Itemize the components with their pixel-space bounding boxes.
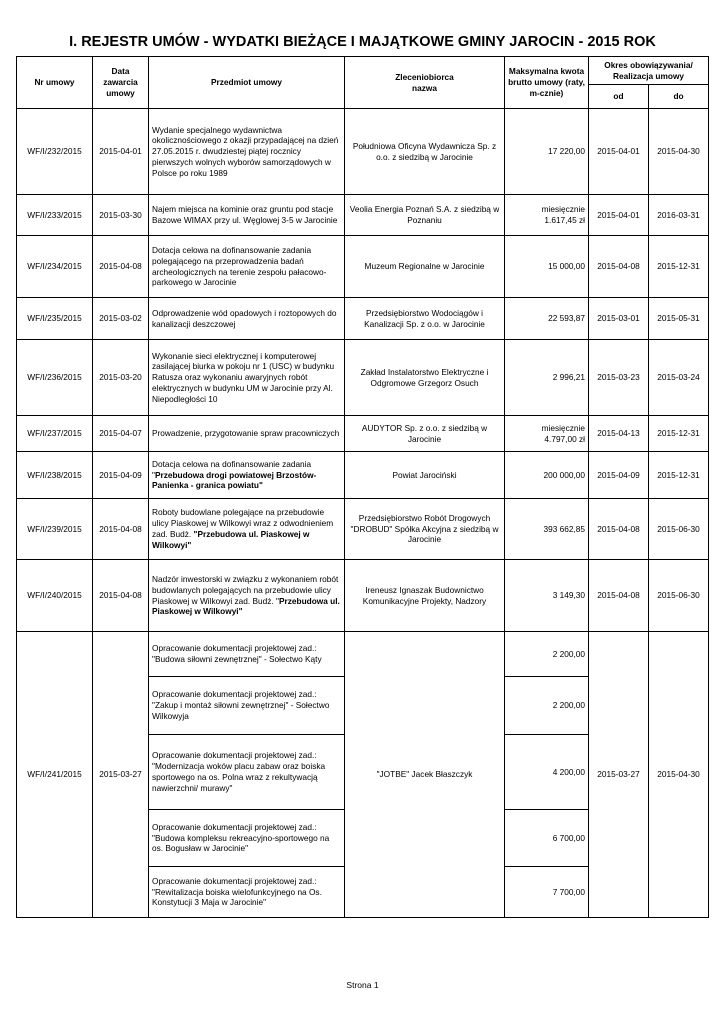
cell-amount: 2 200,00 (505, 632, 589, 677)
cell-contractor: Veolia Energia Poznań S.A. z siedzibą w Poznaniu (345, 195, 505, 236)
cell-from: 2015-03-23 (589, 340, 649, 416)
cell-date: 2015-03-02 (93, 298, 149, 340)
cell-date: 2015-04-01 (93, 109, 149, 195)
cell-to: 2015-04-30 (649, 109, 709, 195)
cell-to: 2015-12-31 (649, 416, 709, 452)
page-number: Strona 1 (346, 980, 379, 990)
table-row (17, 109, 709, 195)
cell-nr: WF/I/233/2015 (17, 195, 93, 236)
header-date: Data zawarcia umowy (93, 57, 149, 109)
header-from: od (589, 85, 649, 109)
header-to: do (649, 85, 709, 109)
cell-from: 2015-04-08 (589, 499, 649, 560)
cell-nr: WF/I/236/2015 (17, 340, 93, 416)
cell-from: 2015-03-27 (589, 632, 649, 918)
table-row (17, 452, 709, 499)
cell-from: 2015-04-09 (589, 452, 649, 499)
cell-date: 2015-04-08 (93, 560, 149, 632)
contracts-table (16, 56, 709, 918)
subject-text: Roboty budowlane polegające na przebudowie ulicy Piaskowej w Wilkowyi wraz z odwodnieniem zad. Budż. (152, 507, 334, 539)
cell-from: 2015-04-01 (589, 109, 649, 195)
cell-contractor: Przedsiębiorstwo Robót Drogowych "DROBUD" Spółka Akcyjna z siedzibą w Jarocinie (345, 499, 505, 560)
cell-amount: 4 200,00 (505, 735, 589, 810)
cell-amount: 6 700,00 (505, 810, 589, 867)
header-subject: Przedmiot umowy (149, 57, 345, 109)
cell-date: 2015-03-27 (93, 632, 149, 918)
cell-subject (149, 560, 345, 632)
cell-nr: WF/I/234/2015 (17, 236, 93, 298)
cell-amount: 3 149,30 (505, 560, 589, 632)
cell-to: 2015-12-31 (649, 236, 709, 298)
cell-amount: 200 000,00 (505, 452, 589, 499)
header-period: Okres obowiązywania/ Realizacja umowy (589, 57, 709, 85)
cell-amount: 2 200,00 (505, 677, 589, 735)
cell-subject: Prowadzenie, przygotowanie spraw pracowniczych (149, 416, 345, 452)
cell-to: 2015-06-30 (649, 560, 709, 632)
header-nr: Nr umowy (17, 57, 93, 109)
cell-to: 2015-12-31 (649, 452, 709, 499)
cell-from: 2015-04-13 (589, 416, 649, 452)
table-row (17, 560, 709, 632)
cell-subject: Opracowanie dokumentacji projektowej zad.: "Zakup i montaż siłowni zewnętrznej" - Sołectwo Wilkowyja (149, 677, 345, 735)
cell-date: 2015-04-09 (93, 452, 149, 499)
cell-nr: WF/I/232/2015 (17, 109, 93, 195)
cell-from: 2015-04-01 (589, 195, 649, 236)
cell-date: 2015-04-08 (93, 499, 149, 560)
cell-to: 2015-06-30 (649, 499, 709, 560)
cell-subject: Odprowadzenie wód opadowych i roztopowych do kanalizacji deszczowej (149, 298, 345, 340)
cell-to: 2016-03-31 (649, 195, 709, 236)
cell-contractor: Południowa Oficyna Wydawnicza Sp. z o.o. z siedzibą w Jarocinie (345, 109, 505, 195)
cell-contractor: "JOTBE" Jacek Błaszczyk (345, 632, 505, 918)
header-contractor-sublabel: nazwa (412, 82, 437, 93)
cell-nr: WF/I/239/2015 (17, 499, 93, 560)
cell-date: 2015-04-07 (93, 416, 149, 452)
cell-from: 2015-03-01 (589, 298, 649, 340)
cell-nr: WF/I/237/2015 (17, 416, 93, 452)
header-contractor (345, 57, 505, 109)
cell-nr: WF/I/235/2015 (17, 298, 93, 340)
document-title: I. REJESTR UMÓW - WYDATKI BIEŻĄCE I MAJĄTKOWE GMINY JAROCIN - 2015 ROK (69, 34, 656, 50)
cell-amount: 7 700,00 (505, 867, 589, 918)
table-row (17, 340, 709, 416)
cell-to: 2015-05-31 (649, 298, 709, 340)
cell-contractor: Muzeum Regionalne w Jarocinie (345, 236, 505, 298)
table-row (17, 236, 709, 298)
table-row (17, 298, 709, 340)
cell-subject: Dotacja celowa na dofinansowanie zadania polegającego na przeprowadzenia badań archeologicznych na terenie zespołu pałacowo-parkowego w Jarocinie (149, 236, 345, 298)
cell-contractor: Powiat Jarociński (345, 452, 505, 499)
cell-to: 2015-04-30 (649, 632, 709, 918)
header-amount: Maksymalna kwota brutto umowy (raty, m-cznie) (505, 57, 589, 109)
subject-bold-text: Przebudowa ul. Piaskowej w Wilkowyi" (152, 595, 340, 617)
cell-subject: Wykonanie sieci elektrycznej i komputerowej zasilającej biurka w pokoju nr 1 (USC) w budynku Ratusza oraz wykonaniu awaryjnych robót elektrycznych w budynku UM w Jarocinie przy Al. Niepodległości 10 (149, 340, 345, 416)
cell-amount: 15 000,00 (505, 236, 589, 298)
cell-nr: WF/I/240/2015 (17, 560, 93, 632)
cell-subject: Opracowanie dokumentacji projektowej zad.: "Budowa kompleksu rekreacyjno-sportowego na os. Bogusław w Jarocinie" (149, 810, 345, 867)
cell-date: 2015-03-20 (93, 340, 149, 416)
cell-contractor: AUDYTOR Sp. z o.o. z siedzibą w Jarocinie (345, 416, 505, 452)
table-row (17, 416, 709, 452)
cell-contractor: Przedsiębiorstwo Wodociągów i Kanalizacji Sp. z o.o. w Jarocinie (345, 298, 505, 340)
cell-subject (149, 452, 345, 499)
cell-contractor: Ireneusz Ignaszak Budownictwo Komunikacyjne Projekty, Nadzory (345, 560, 505, 632)
cell-amount: 17 220,00 (505, 109, 589, 195)
cell-amount: miesięcznie 4.797,00 zł (505, 416, 589, 452)
cell-date: 2015-03-30 (93, 195, 149, 236)
cell-contractor: Zakład Instalatorstwo Elektryczne i Odgromowe Grzegorz Osuch (345, 340, 505, 416)
subject-bold-text: "Przebudowa ul. Piaskowej w Wilkowyi" (152, 529, 310, 550)
cell-to: 2015-03-24 (649, 340, 709, 416)
cell-amount: 22 593,87 (505, 298, 589, 340)
subject-text: Nadzór inwestorski w związku z wykonaniem robót budowlanych polegających na przebudowie ulicy Piaskowej w Wilkowyi zad. Budż. " (152, 573, 339, 606)
cell-nr: WF/I/238/2015 (17, 452, 93, 499)
cell-subject: Wydanie specjalnego wydawnictwa okolicznościowego z okazji przypadającej na dzień 27.05.2015 r. dwudziestej piątej rocznicy pierwszych wolnych wyborów samorządowych w Polsce po roku 1989 (149, 109, 345, 195)
table-row (17, 195, 709, 236)
table-row (17, 499, 709, 560)
cell-subject: Opracowanie dokumentacji projektowej zad.: "Rewitalizacja boiska wielofunkcyjnego na Os. Konstytucji 3 Maja w Jarocinie" (149, 867, 345, 918)
cell-amount: 393 662,85 (505, 499, 589, 560)
cell-subject: Opracowanie dokumentacji projektowej zad.: "Modernizacja woków placu zabaw oraz boiska sportowego na os. Polna wraz z rekultywacją nawierzchni/ murawy" (149, 735, 345, 810)
cell-from: 2015-04-08 (589, 236, 649, 298)
cell-date: 2015-04-08 (93, 236, 149, 298)
cell-amount: miesięcznie 1.617,45 zł (505, 195, 589, 236)
header-contractor-label: Zleceniobiorca (395, 71, 454, 82)
cell-nr: WF/I/241/2015 (17, 632, 93, 918)
cell-amount: 2 996,21 (505, 340, 589, 416)
cell-subject: Najem miejsca na kominie oraz gruntu pod stacje Bazowe WIMAX przy ul. Węglowej 3-5 w Jarocinie (149, 195, 345, 236)
table-row (17, 632, 709, 677)
cell-subject: Opracowanie dokumentacji projektowej zad.: "Budowa siłowni zewnętrznej" - Sołectwo Kąty (149, 632, 345, 677)
subject-text: Dotacja celowa na dofinansowanie zadania " (152, 458, 312, 480)
subject-bold-text: Przebudowa drogi powiatowej Brzostów-Panienka - granica powiatu" (152, 469, 317, 491)
cell-from: 2015-04-08 (589, 560, 649, 632)
cell-subject (149, 499, 345, 560)
